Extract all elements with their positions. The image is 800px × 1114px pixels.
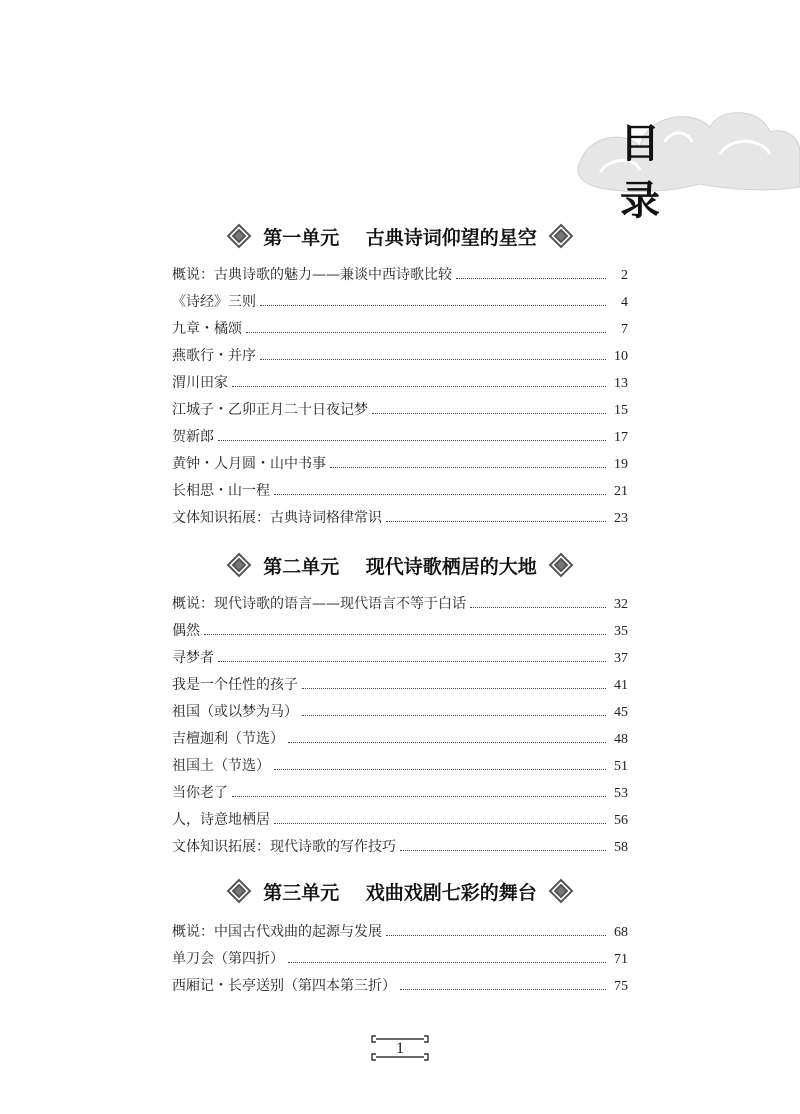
leader-dots (204, 634, 606, 635)
leader-dots (218, 440, 606, 441)
entry-title: 吉檀迦利（节选） (172, 731, 284, 747)
entry-page: 58 (614, 840, 628, 855)
entry-title: 文体知识拓展：古典诗词格律常识 (172, 510, 382, 526)
ornament-right-icon (547, 877, 575, 905)
entry-title: 单刀会（第四折） (172, 951, 284, 967)
entry-title: 祖国土（节选） (172, 758, 270, 774)
entry-title: 西厢记・长亭送别（第四本第三折） (172, 978, 396, 994)
toc-entry[interactable] (172, 944, 628, 968)
toc-entry[interactable] (172, 589, 628, 613)
entry-title: 贺新郎 (172, 429, 214, 445)
unit-title-label: 第三单元 戏曲戏剧七彩的舞台 (263, 881, 537, 904)
leader-dots (260, 305, 606, 306)
entry-page: 32 (614, 597, 628, 612)
leader-dots (246, 332, 606, 333)
toc-entry[interactable] (172, 805, 628, 829)
entry-page: 53 (614, 786, 628, 801)
leader-dots (260, 359, 606, 360)
ornament-left-icon (225, 877, 253, 905)
entry-page: 23 (614, 511, 628, 526)
leader-dots (274, 769, 606, 770)
leader-dots (470, 607, 606, 608)
leader-dots (386, 935, 606, 936)
entry-page: 68 (614, 925, 628, 940)
entry-title: 偶然 (172, 623, 200, 639)
entry-title: 燕歌行・并序 (172, 348, 256, 364)
entry-page: 21 (614, 484, 628, 499)
leader-dots (400, 989, 606, 990)
leader-dots (274, 494, 606, 495)
toc-entry[interactable] (172, 616, 628, 640)
unit-heading-2 (0, 545, 800, 585)
entry-page: 10 (614, 349, 628, 364)
entry-title: 九章・橘颂 (172, 321, 242, 337)
entry-title: 江城子・乙卯正月二十日夜记梦 (172, 402, 368, 418)
leader-dots (232, 796, 606, 797)
ornament-left-icon (225, 222, 253, 250)
toc-entry[interactable] (172, 643, 628, 667)
toc-entry[interactable] (172, 724, 628, 748)
ornament-right-icon (547, 551, 575, 579)
entry-title: 祖国（或以梦为马） (172, 704, 298, 720)
leader-dots (330, 467, 606, 468)
leader-dots (386, 521, 606, 522)
toc-entry[interactable] (172, 395, 628, 419)
page-number-frame (370, 1034, 430, 1062)
toc-entry[interactable] (172, 917, 628, 941)
toc-entry[interactable] (172, 751, 628, 775)
entry-page: 37 (614, 651, 628, 666)
entry-title: 概说：古典诗歌的魅力——兼谈中西诗歌比较 (172, 267, 452, 283)
leader-dots (372, 413, 606, 414)
entry-title: 人，诗意地栖居 (172, 812, 270, 828)
entry-title: 渭川田家 (172, 375, 228, 391)
entry-title: 《诗经》三则 (172, 294, 256, 310)
entry-page: 56 (614, 813, 628, 828)
entry-page: 48 (614, 732, 628, 747)
entry-title: 寻梦者 (172, 650, 214, 666)
entry-page: 71 (614, 952, 628, 967)
entry-title: 概说：中国古代戏曲的起源与发展 (172, 924, 382, 940)
leader-dots (400, 850, 606, 851)
leader-dots (456, 278, 606, 279)
entry-page: 35 (614, 624, 628, 639)
toc-entry[interactable] (172, 422, 628, 446)
entry-page: 75 (614, 979, 628, 994)
entry-title: 长相思・山一程 (172, 483, 270, 499)
ornament-right-icon (547, 222, 575, 250)
entry-page: 13 (614, 376, 628, 391)
entry-page: 15 (614, 403, 628, 418)
toc-entry[interactable] (172, 449, 628, 473)
entry-page: 51 (614, 759, 628, 774)
entry-page: 19 (614, 457, 628, 472)
entry-title: 我是一个任性的孩子 (172, 677, 298, 693)
page-number: 1 (396, 1040, 404, 1057)
leader-dots (288, 962, 606, 963)
toc-entry[interactable] (172, 778, 628, 802)
toc-entry[interactable] (172, 260, 628, 284)
toc-entry[interactable] (172, 670, 628, 694)
toc-entry[interactable] (172, 971, 628, 995)
toc-entry[interactable] (172, 503, 628, 527)
toc-entry[interactable] (172, 287, 628, 311)
leader-dots (302, 688, 606, 689)
unit-title-label: 第一单元 古典诗词仰望的星空 (263, 226, 537, 249)
entry-title: 文体知识拓展：现代诗歌的写作技巧 (172, 839, 396, 855)
entry-title: 概说：现代诗歌的语言——现代语言不等于白话 (172, 596, 466, 612)
ornament-left-icon (225, 551, 253, 579)
leader-dots (302, 715, 606, 716)
leader-dots (232, 386, 606, 387)
toc-entry[interactable] (172, 476, 628, 500)
leader-dots (274, 823, 606, 824)
toc-entry[interactable] (172, 697, 628, 721)
page-title: 目 录 (620, 120, 692, 224)
toc-entry[interactable] (172, 314, 628, 338)
entry-title: 当你老了 (172, 785, 228, 801)
entry-title: 黄钟・人月圆・山中书事 (172, 456, 326, 472)
toc-entry[interactable] (172, 832, 628, 856)
entry-page: 4 (621, 295, 628, 310)
leader-dots (288, 742, 606, 743)
entry-page: 2 (621, 268, 628, 283)
entry-page: 45 (614, 705, 628, 720)
entry-page: 17 (614, 430, 628, 445)
toc-entry[interactable] (172, 368, 628, 392)
toc-entry[interactable] (172, 341, 628, 365)
entry-page: 41 (614, 678, 628, 693)
unit-heading-3 (0, 871, 800, 911)
entry-page: 7 (621, 322, 628, 337)
unit-title-label: 第二单元 现代诗歌栖居的大地 (263, 555, 537, 578)
leader-dots (218, 661, 606, 662)
unit-heading-1 (0, 216, 800, 256)
